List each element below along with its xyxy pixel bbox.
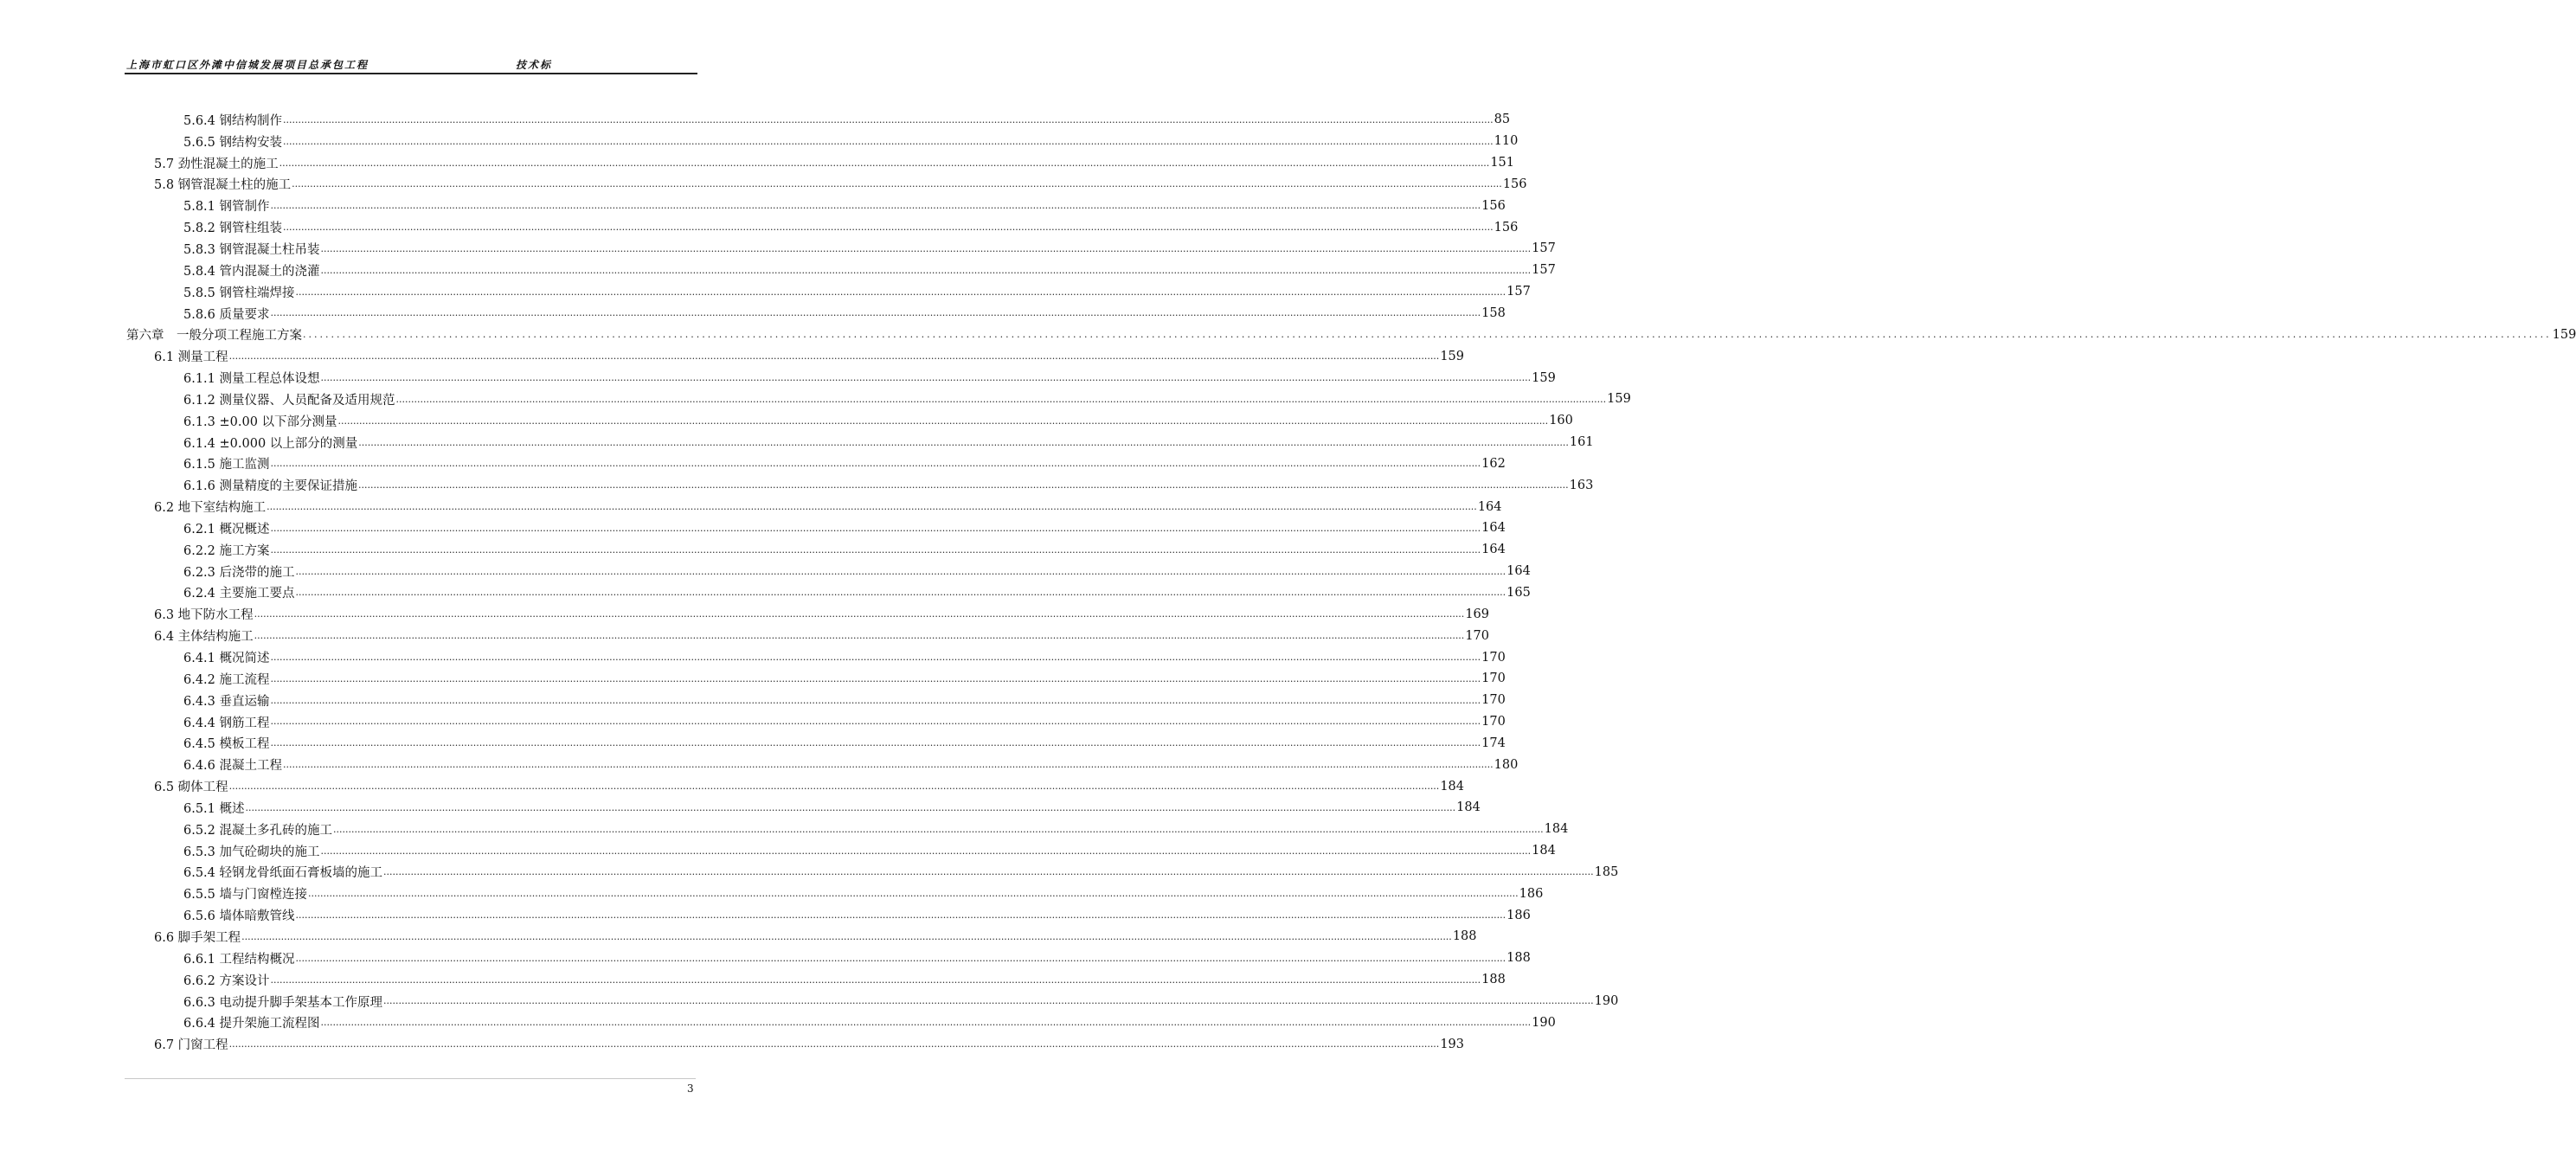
toc-entry[interactable] (126, 238, 1556, 260)
toc-dot-leader: ................................................................................................................................................................................................................................................................................................................................................................................................................ (279, 157, 1490, 169)
toc-entry-title[interactable]: 5.8.1 钢管制作 (183, 200, 270, 215)
toc-dot-leader: ................................................................................................................................................................................................................................................................................................................................................................................................................ (308, 888, 1519, 900)
toc-entry-page-number: 164 (1481, 521, 1506, 536)
toc-entry[interactable] (126, 389, 1631, 410)
toc-entry-page-number: 160 (1549, 414, 1573, 428)
toc-dot-leader: ................................................................................................................................................................................................................................................................................................................................................................................................................ (270, 651, 1481, 663)
toc-entry-title[interactable]: 6.5.1 概述 (183, 801, 245, 816)
toc-dot-leader: ................................................................................................................................................................................................................................................................................................................................................................................................................ (395, 393, 1607, 405)
toc-entry-page-number: 184 (1440, 779, 1464, 794)
page-header (125, 55, 697, 74)
toc-entry-title[interactable]: 6.6 脚手架工程 (154, 930, 241, 945)
toc-entry-title[interactable]: 6.5.3 加气砼砌块的施工 (183, 845, 320, 859)
toc-dot-leader: ................................................................................................................................................................................................................................................................................................................................................................................................................ (270, 522, 1481, 534)
toc-entry-title[interactable]: 6.4.3 垂直运输 (183, 694, 270, 709)
toc-entry-title[interactable]: 6.2 地下室结构施工 (154, 501, 267, 516)
toc-entry[interactable] (126, 539, 1506, 561)
toc-entry-page-number: 188 (1506, 951, 1531, 966)
toc-dot-leader: ................................................................................................................................................................................................................................................................................................................................................................................................................ (358, 436, 1569, 448)
toc-entry[interactable] (126, 732, 1506, 754)
toc-entry[interactable] (126, 926, 1477, 948)
toc-entry[interactable] (126, 1033, 1464, 1055)
toc-dot-leader: ................................................................................................................................................................................................................................................................................................................................................................................................................ (228, 350, 1440, 363)
toc-entry-page-number: 164 (1506, 564, 1531, 579)
toc-entry-page-number: 190 (1532, 1015, 1556, 1030)
toc-entry-title[interactable]: 6.2.4 主要施工要点 (183, 587, 295, 601)
toc-entry[interactable] (126, 754, 1519, 775)
toc-entry-title[interactable]: 6.5.5 墙与门窗樘连接 (183, 888, 308, 903)
toc-dot-leader: ................................................................................................................................................................................................................................................................................................................................................................................................................ (270, 200, 1481, 212)
toc-entry[interactable] (126, 904, 1531, 926)
toc-entry-page-number: 170 (1481, 671, 1506, 686)
toc-dot-leader: ................................................................................................................................................................................................................................................................................................................................................................................................................ (270, 458, 1481, 470)
toc-entry[interactable] (126, 131, 1519, 152)
toc-dot-leader: ................................................................................................................................................................................................................................................................................................................................................................................................................ (283, 759, 1494, 771)
toc-dot-leader: ................................................................................................................................................................................................................................................................................................................................................................................................................ (320, 264, 1532, 276)
toc-entry-page-number: 184 (1532, 844, 1556, 858)
toc-dot-leader: ................................................................................................................................................................................................................................................................................................................................................................................................................ (295, 909, 1506, 922)
toc-dot-leader: ................................................................................................................................................................................................................................................................................................................................................................................................................ (270, 694, 1481, 706)
toc-entry-title[interactable]: 6.2.3 后浇带的施工 (183, 565, 295, 580)
toc-entry-page-number: 188 (1452, 929, 1477, 944)
toc-entry[interactable] (126, 690, 1506, 711)
toc-entry-page-number: 190 (1594, 994, 1619, 1009)
toc-entry-title[interactable]: 6.1.5 施工监测 (183, 458, 270, 472)
toc-entry-title[interactable]: 6.1.2 测量仪器、人员配备及适用规范 (183, 393, 395, 408)
toc-entry-title[interactable]: 6.4.4 钢筋工程 (183, 716, 270, 730)
toc-entry[interactable] (126, 474, 1594, 496)
toc-entry-title[interactable]: 6.4.5 模板工程 (183, 737, 270, 752)
toc-entry-title[interactable]: 5.6.5 钢结构安装 (183, 135, 283, 150)
toc-dot-leader: ................................................................................................................................................................................................................................................................................................................................................................................................................ (283, 135, 1494, 147)
toc-dot-leader: ................................................................................................................................................................................................................................................................................................................................................................................................................ (358, 479, 1569, 492)
toc-entry-title[interactable]: 5.8.5 钢管柱端焊接 (183, 286, 295, 300)
toc-entry-page-number: 164 (1477, 499, 1502, 514)
toc-entry-title[interactable]: 5.8.2 钢管柱组装 (183, 222, 283, 236)
toc-dot-leader: ................................................................................................................................................................................................................................................................................................................................................................................................................ (320, 1017, 1532, 1029)
toc-entry-title[interactable]: 5.8.4 管内混凝土的浇灌 (183, 264, 320, 279)
toc-entry-page-number: 159 (1607, 392, 1631, 407)
toc-dot-leader: ................................................................................................................................................................................................................................................................................................................................................................................................................ (270, 737, 1481, 749)
toc-entry[interactable] (126, 432, 1594, 453)
toc-dot-leader: ................................................................................................................................................................................................................................................................................................................................................................................................................ (320, 371, 1532, 383)
toc-entry-page-number: 170 (1465, 628, 1489, 643)
toc-entry[interactable] (126, 152, 1514, 174)
toc-entry-title[interactable]: 6.6.3 电动提升脚手架基本工作原理 (183, 995, 383, 1010)
toc-entry-title[interactable]: 6.7 门窗工程 (154, 1038, 228, 1053)
toc-dot-leader: ................................................................................................................................................................................................................................................................................................................................................................................................................ (270, 672, 1481, 684)
toc-entry-page-number: 85 (1494, 112, 1511, 127)
toc-dot-leader: ................................................................................................................................................................................................................................................................................................................................................................................................................ (295, 952, 1506, 964)
toc-dot-leader: ................................................................................................................................................................................................................................................................................................................................................................................................................ (283, 222, 1494, 234)
toc-entry-page-number: 170 (1481, 693, 1506, 708)
toc-entry-title[interactable]: 6.1.1 测量工程总体设想 (183, 372, 320, 387)
toc-entry-page-number: 156 (1494, 220, 1519, 235)
toc-entry-page-number: 163 (1569, 478, 1594, 492)
toc-entry-page-number: 164 (1481, 543, 1506, 557)
toc-entry-page-number: 157 (1532, 241, 1556, 256)
toc-dot-leader: ................................................................................................................................................................................................................................................................................................................................................................................................................ (270, 543, 1481, 556)
toc-entry-title[interactable]: 6.2.2 施工方案 (183, 543, 270, 558)
toc-dot-leader: ................................................................................................................................................................................................................................................................................................................................................................................................................ (228, 781, 1440, 792)
toc-entry[interactable] (126, 775, 1464, 797)
toc-dot-leader: ................................................................................................................................................................................................................................................................................................................................................................................................................ (292, 178, 1502, 190)
toc-dot-leader: ................................................................................................................................................................................................................................................................................................................................................................................................................ (270, 716, 1481, 728)
toc-entry-page-number: 157 (1506, 285, 1531, 299)
toc-entry-page-number: 184 (1544, 822, 1569, 837)
toc-entry[interactable] (126, 303, 1506, 324)
header-document-type: 技术标 (516, 59, 553, 71)
toc-entry[interactable] (126, 625, 1489, 646)
toc-entry-title[interactable]: 6.1 测量工程 (154, 350, 228, 365)
toc-dot-leader: ................................................................................................................................................................................................................................................................................................................................................................................................................ (337, 414, 1549, 427)
toc-entry-page-number: 180 (1494, 757, 1519, 772)
toc-entry-page-number: 186 (1506, 908, 1531, 922)
toc-entry-page-number: 156 (1502, 177, 1527, 191)
toc-dot-leader: ................................................................................................................................................................................................................................................................................................................................................................................................................ (295, 286, 1506, 298)
page-number: 3 (687, 1083, 694, 1095)
toc-dot-leader: ................................................................................................................................................................................................................................................................................................................................................................................................................ (241, 930, 1452, 942)
toc-entry[interactable] (126, 969, 1506, 991)
toc-dot-leader: ................................................................................................................................................................................................................................................................................................................................................................................................................ (254, 608, 1465, 620)
toc-dot-leader: ................................................................................................................................................................................................................................................................................................................................................................................................................ (303, 329, 2552, 341)
toc-entry[interactable] (126, 195, 1506, 216)
toc-dot-leader: ................................................................................................................................................................................................................................................................................................................................................................................................................ (295, 565, 1506, 577)
toc-entry[interactable] (126, 840, 1556, 862)
toc-entry-title[interactable]: 5.6.4 钢结构制作 (183, 113, 283, 128)
toc-entry-title[interactable]: 6.1.3 ±0.00 以下部分测量 (183, 414, 337, 429)
toc-entry-page-number: 193 (1440, 1037, 1464, 1051)
toc-entry[interactable] (126, 711, 1506, 733)
toc-entry[interactable] (126, 991, 1619, 1012)
toc-entry[interactable] (126, 862, 1619, 883)
toc-entry-title[interactable]: 6.4.1 概况简述 (183, 652, 270, 666)
toc-entry[interactable] (126, 668, 1506, 690)
toc-entry-title[interactable]: 6.3 地下防水工程 (154, 608, 254, 623)
toc-dot-leader: ................................................................................................................................................................................................................................................................................................................................................................................................................ (320, 242, 1532, 254)
toc-entry-page-number: 185 (1594, 864, 1619, 879)
toc-entry-page-number: 151 (1490, 156, 1514, 170)
toc-entry[interactable] (126, 561, 1531, 582)
toc-entry-title[interactable]: 5.8 钢管混凝土柱的施工 (154, 178, 292, 193)
header-project-title: 上海市虹口区外滩中信城发展项目总承包工程 (126, 59, 369, 71)
toc-dot-leader: ................................................................................................................................................................................................................................................................................................................................................................................................................ (228, 1038, 1440, 1051)
toc-dot-leader: ................................................................................................................................................................................................................................................................................................................................................................................................................ (295, 587, 1506, 599)
toc-entry-title[interactable]: 6.6.1 工程结构概况 (183, 952, 295, 967)
toc-entry-page-number: 169 (1465, 607, 1489, 621)
toc-dot-leader: ................................................................................................................................................................................................................................................................................................................................................................................................................ (270, 973, 1481, 986)
toc-entry[interactable] (126, 603, 1489, 625)
toc-entry-page-number: 158 (1481, 306, 1506, 321)
toc-entry[interactable] (126, 1012, 1556, 1033)
toc-entry[interactable] (126, 109, 1511, 131)
toc-entry[interactable] (126, 496, 1502, 517)
toc-dot-leader: ................................................................................................................................................................................................................................................................................................................................................................................................................ (333, 823, 1544, 835)
toc-dot-leader: ................................................................................................................................................................................................................................................................................................................................................................................................................ (270, 307, 1481, 319)
toc-entry-page-number: 159 (1440, 349, 1464, 363)
toc-entry[interactable] (126, 345, 1464, 367)
toc-entry-page-number: 161 (1569, 435, 1594, 450)
toc-entry[interactable] (126, 582, 1531, 604)
footer-divider (125, 1078, 696, 1079)
toc-entry-page-number: 184 (1456, 800, 1481, 815)
toc-entry-title[interactable]: 6.4.2 施工流程 (183, 672, 270, 687)
toc-dot-leader: ................................................................................................................................................................................................................................................................................................................................................................................................................ (320, 845, 1532, 857)
toc-entry[interactable] (126, 797, 1481, 819)
toc-entry[interactable] (126, 883, 1544, 904)
toc-entry-page-number: 162 (1481, 456, 1506, 471)
toc-entry[interactable] (126, 948, 1531, 969)
toc-entry-title[interactable]: 6.1.6 测量精度的主要保证措施 (183, 479, 358, 494)
toc-entry-title[interactable]: 6.4 主体结构施工 (154, 630, 254, 645)
toc-entry[interactable] (126, 453, 1506, 475)
toc-entry[interactable] (126, 517, 1506, 539)
toc-entry-title[interactable]: 5.7 劲性混凝土的施工 (154, 157, 279, 171)
toc-entry-title[interactable]: 第六章 一般分项工程施工方案 (126, 329, 302, 344)
toc-entry-title[interactable]: 6.5.6 墙体暗敷管线 (183, 909, 295, 924)
toc-entry[interactable] (126, 367, 1556, 389)
toc-entry-page-number: 170 (1481, 650, 1506, 665)
toc-entry[interactable] (126, 281, 1531, 303)
toc-dot-leader: ................................................................................................................................................................................................................................................................................................................................................................................................................ (383, 866, 1594, 878)
toc-entry-page-number: 157 (1532, 263, 1556, 278)
table-of-contents (126, 109, 2576, 1055)
toc-entry-title[interactable]: 5.8.6 质量要求 (183, 307, 270, 322)
toc-entry[interactable] (126, 324, 2576, 345)
toc-entry[interactable] (126, 646, 1506, 668)
toc-entry[interactable] (126, 260, 1556, 281)
toc-dot-leader: ................................................................................................................................................................................................................................................................................................................................................................................................................ (254, 630, 1465, 642)
toc-dot-leader: ................................................................................................................................................................................................................................................................................................................................................................................................................ (383, 995, 1594, 1007)
toc-dot-leader: ................................................................................................................................................................................................................................................................................................................................................................................................................ (283, 113, 1494, 125)
toc-entry[interactable] (126, 819, 1569, 840)
toc-entry-page-number: 110 (1494, 134, 1519, 149)
toc-entry-title[interactable]: 6.6.4 提升架施工流程图 (183, 1017, 320, 1031)
toc-entry[interactable] (126, 216, 1519, 238)
toc-entry-page-number: 165 (1506, 585, 1531, 600)
toc-entry[interactable] (126, 174, 1527, 196)
toc-entry[interactable] (126, 410, 1573, 432)
toc-entry-page-number: 170 (1481, 715, 1506, 729)
toc-entry-title[interactable]: 6.5.4 轻钢龙骨纸面石膏板墙的施工 (183, 866, 383, 881)
toc-entry-page-number: 156 (1481, 198, 1506, 213)
toc-entry-page-number: 186 (1519, 886, 1544, 901)
toc-entry-page-number: 188 (1481, 973, 1506, 987)
toc-entry-title[interactable]: 5.8.3 钢管混凝土柱吊装 (183, 242, 320, 257)
toc-entry-title[interactable]: 6.2.1 概况概述 (183, 522, 270, 537)
toc-entry-title[interactable]: 6.5 砌体工程 (154, 781, 228, 795)
toc-entry-title[interactable]: 6.6.2 方案设计 (183, 973, 270, 988)
toc-entry-page-number: 174 (1481, 736, 1506, 750)
toc-dot-leader: ................................................................................................................................................................................................................................................................................................................................................................................................................ (245, 801, 1456, 813)
toc-entry-title[interactable]: 6.5.2 混凝土多孔砖的施工 (183, 823, 333, 838)
toc-entry-title[interactable]: 6.1.4 ±0.000 以上部分的测量 (183, 436, 358, 451)
toc-entry-page-number: 159 (1532, 370, 1556, 385)
toc-entry-page-number: 159 (2552, 327, 2576, 342)
toc-entry-title[interactable]: 6.4.6 混凝土工程 (183, 759, 283, 774)
toc-dot-leader: ................................................................................................................................................................................................................................................................................................................................................................................................................ (267, 501, 1477, 513)
